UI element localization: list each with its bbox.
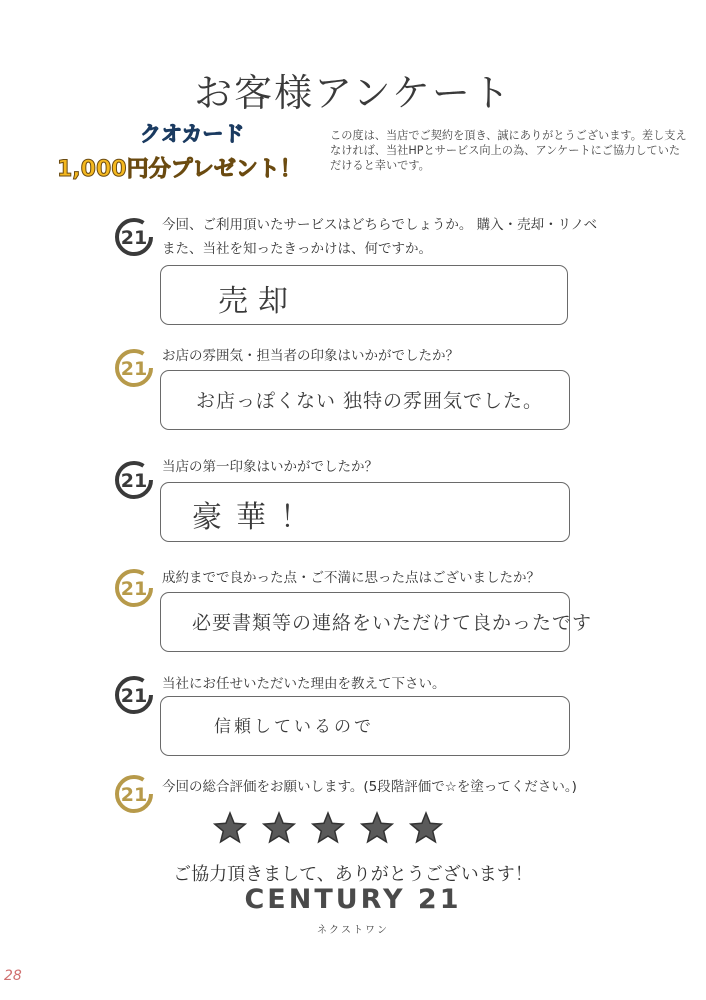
answer-4: 必要書類等の連絡をいただけて良かったです (192, 612, 593, 634)
question-1-text2: また、当社を知ったきっかけは、何ですか。 (162, 241, 432, 257)
question-3-text: 当店の第一印象はいかがでしたか？ (162, 459, 378, 475)
answer-3: 豪華！ (192, 500, 324, 535)
promo-line2: 1,000円分プレゼント！ (57, 157, 302, 182)
star-rating[interactable] (210, 810, 450, 846)
thanks-message: ご協力頂きまして、ありがとうございます！ (173, 864, 533, 885)
promo-banner (52, 118, 332, 188)
answer-5: 信頼しているので (214, 717, 374, 737)
promo-line1: クオカード (140, 122, 245, 146)
century21-dark-icon (114, 460, 154, 500)
answer-1: 売却 (218, 284, 298, 319)
century21-dark-icon (114, 217, 154, 257)
century21-gold-icon (114, 774, 154, 814)
star-filled-icon[interactable] (313, 813, 343, 842)
star-filled-icon[interactable] (215, 813, 245, 842)
brand-logo-text: CENTURY 21 (244, 884, 462, 915)
question-1-text: 今回、ご利用頂いたサービスはどちらでしょうか。 購入・売却・リノベ (162, 217, 598, 233)
svg-text:21: 21 (120, 470, 148, 492)
star-filled-icon[interactable] (264, 813, 294, 842)
century21-dark-icon (114, 675, 154, 715)
century21-gold-icon (114, 348, 154, 388)
question-6-text: 今回の総合評価をお願いします。(5段階評価で☆を塗ってください。) (162, 779, 577, 795)
question-5-text: 当社にお任せいただいた理由を教えて下さい。 (162, 676, 446, 692)
brand-subtitle: ネクストワン (317, 925, 389, 936)
icon-label: 21 (120, 227, 148, 249)
page-number: 28 (4, 968, 22, 984)
question-4-text: 成約までで良かった点・ご不満に思った点はございましたか？ (162, 570, 540, 586)
century21-gold-icon (114, 568, 154, 608)
svg-text:21: 21 (120, 784, 148, 806)
svg-text:21: 21 (120, 578, 148, 600)
star-filled-icon[interactable] (362, 813, 392, 842)
page-title: お客様アンケート (194, 71, 512, 115)
answer-2: お店っぽくない 独特の雰囲気でした。 (196, 390, 544, 412)
intro-text: この度は、当店でご契約を頂き、誠にありがとうございます。差し支えなければ、当社HPとサービス向上の為、アンケートにご協力していただけると幸いです。 (330, 129, 687, 172)
svg-text:21: 21 (120, 358, 148, 380)
star-filled-icon[interactable] (411, 813, 441, 842)
svg-text:21: 21 (120, 685, 148, 707)
question-2-text: お店の雰囲気・担当者の印象はいかがでしたか？ (162, 348, 459, 364)
